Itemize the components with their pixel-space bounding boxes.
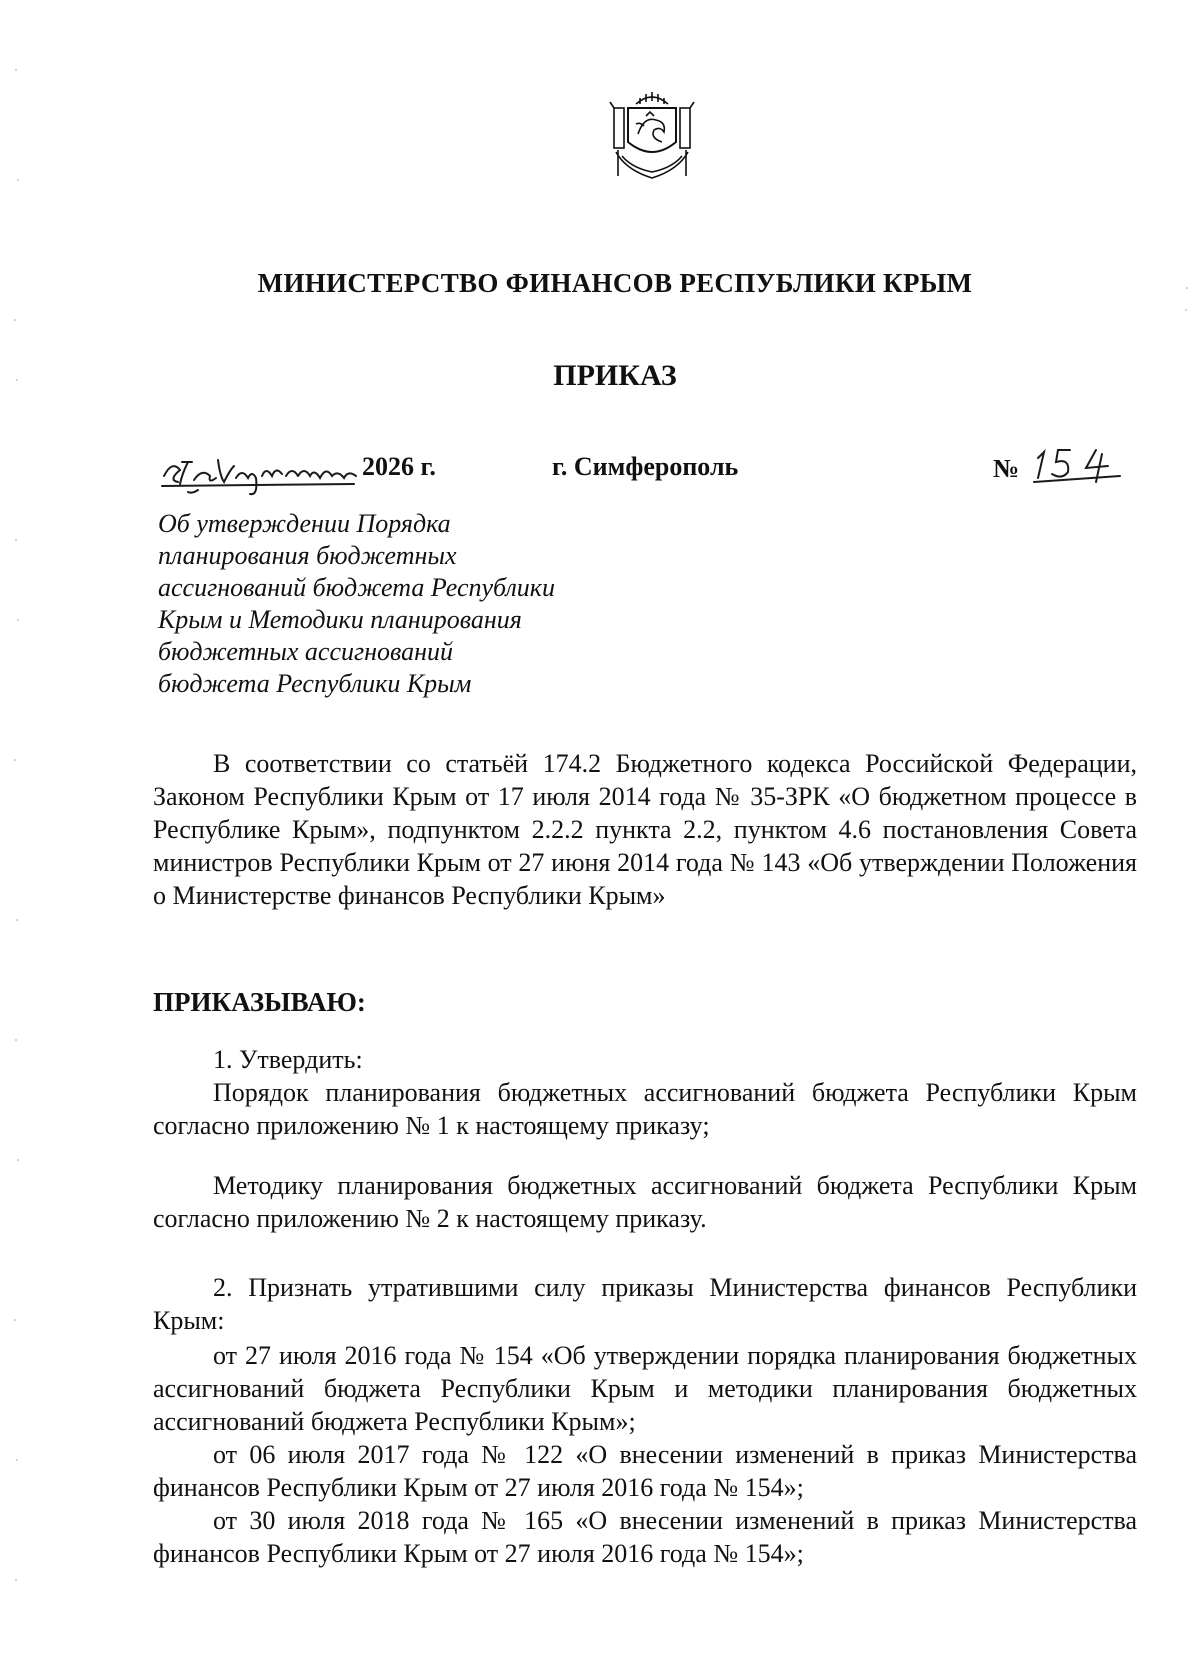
- item-1-methodology: Методику планирования бюджетных ассигнований бюджета Республики Крым согласно приложению № 2 к настоящему приказу.: [153, 1171, 1137, 1233]
- date-year: 2026 г.: [362, 452, 436, 481]
- subject-line: ассигнований бюджета Республики: [158, 573, 555, 602]
- document-subject: [158, 508, 638, 700]
- list-item: от 30 июля 2018 года № 165 «О внесении изменений в приказ Министерства финансов Республики Крым от 27 июля 2016 года № 154»;: [153, 1506, 1137, 1568]
- handwritten-number: [1030, 444, 1122, 488]
- item-2-list: [153, 1339, 1137, 1570]
- order-heading: ПРИКАЗЫВАЮ:: [153, 987, 366, 1017]
- subject-line: бюджетных ассигнований: [158, 637, 454, 666]
- item-1-procedure: Порядок планирования бюджетных ассигнований бюджета Республики Крым согласно приложению № 1 к настоящему приказу;: [153, 1078, 1137, 1140]
- item-1-title: 1. Утвердить:: [213, 1045, 363, 1074]
- list-item: от 06 июля 2017 года № 122 «О внесении изменений в приказ Министерства финансов Республики Крым от 27 июля 2016 года № 154»;: [153, 1440, 1137, 1502]
- preamble-paragraph: В соответствии со статьёй 174.2 Бюджетного кодекса Российской Федерации, Законом Республики Крым от 17 июля 2014 года № 35-ЗРК «О бюджетном процессе в Республике Крым», подпунктом 2.2.2 пункта 2.2, пунктом 4.6 постановления Совета министров Республики Крым от 27 июня 2014 года № 143 «Об утверждении Положения о Министерстве финансов Республики Крым»: [153, 749, 1137, 910]
- number-label: №: [993, 454, 1020, 483]
- list-item: от 27 июля 2016 года № 154 «Об утверждении порядка планирования бюджетных ассигнований бюджета Республики Крым и методики планирования бюджетных ассигнований бюджета Республики Крым»;: [153, 1341, 1137, 1436]
- crimea-coat-of-arms-icon: [606, 86, 698, 186]
- item-2-title: 2. Признать утратившими силу приказы Министерства финансов Республики Крым:: [153, 1273, 1137, 1335]
- document-type-title: ПРИКАЗ: [553, 359, 677, 392]
- subject-line: Об утверждении Порядка: [158, 509, 451, 538]
- subject-line: бюджета Республики Крым: [158, 669, 472, 698]
- organization-title: МИНИСТЕРСТВО ФИНАНСОВ РЕСПУБЛИКИ КРЫМ: [257, 268, 973, 298]
- subject-line: Крым и Методики планирования: [158, 605, 522, 634]
- subject-line: планирования бюджетных: [158, 541, 457, 570]
- date-city-number-row: [0, 452, 1200, 492]
- handwritten-date: [158, 440, 364, 496]
- city: г. Симферополь: [552, 452, 739, 481]
- item-1: [153, 1043, 1137, 1142]
